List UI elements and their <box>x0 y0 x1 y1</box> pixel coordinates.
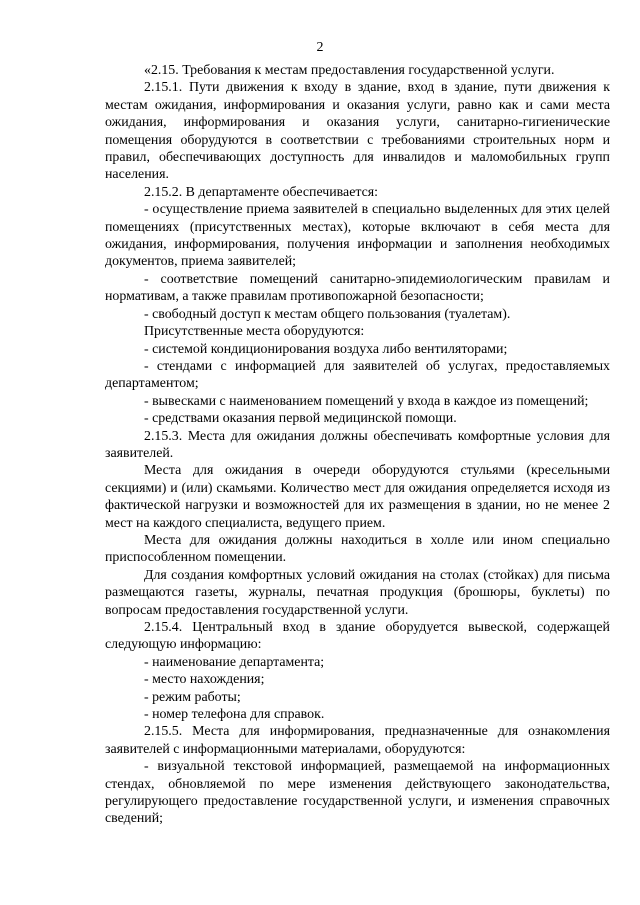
list-item-air-conditioning: - системой кондиционирования воздуха либо вентиляторами; <box>144 341 508 357</box>
list-item-info-stands: - стендами с информацией для заявителей об услугах, предоставляемых департаментом; <box>105 358 610 392</box>
paragraph-section-2-15: «2.15. Требования к местам предоставления государственной услуги. <box>144 63 555 78</box>
paragraph-waiting-comfort: Для создания комфортных условий ожидания на столах (стойках) для письма размещаются газеты, журналы, печатная продукция (брошюры, буклеты) по вопросам предоставления государственной услуги. <box>105 567 610 618</box>
list-item-department-name: - наименование департамента; <box>144 654 325 670</box>
list-item-reception-premises: - осуществление приема заявителей в специально выделенных для этих целей помещениях (присутственных местах), которые включают в себя места для ожидания, информирования, получения информации и заполнения необходимых документов, приема заявителей; <box>105 202 610 270</box>
list-item-signage: - вывесками с наименованием помещений у входа в каждое из помещений; <box>144 393 589 409</box>
list-item-phone-number: - номер телефона для справок. <box>144 707 325 723</box>
page-number: 2 <box>316 40 324 55</box>
list-item-free-access: - свободный доступ к местам общего пользования (туалетам). <box>144 306 511 322</box>
list-item-sanitary-compliance: - соответствие помещений санитарно-эпидемиологическим правилам и нормативам, а также правилам противопожарной безопасности; <box>105 271 610 305</box>
paragraph-premises-equipment: Присутственные места оборудуются: <box>144 324 365 340</box>
list-item-visual-text-info: - визуальной текстовой информацией, размещаемой на информационных стендах, обновляемой по мере изменения действующего законодательства, регулирующего предоставление государственной услуги, и изменения справочных сведений; <box>105 759 610 827</box>
paragraph-2-15-1: 2.15.1. Пути движения к входу в здание, вход в здание, пути движения к местам ожидания, информирования и оказания услуги, равно как и сами места ожидания, информирования и оказания услуги, санитарно-гигиенические помещения оборудуются в соответствии с требованиями строительных норм и правил, обеспечивающих доступность для инвалидов и маломобильных групп населения. <box>105 80 610 183</box>
paragraph-2-15-5: 2.15.5. Места для информирования, предназначенные для ознакомления заявителей с информационными материалами, оборудуются: <box>105 724 610 757</box>
list-item-first-aid: - средствами оказания первой медицинской помощи. <box>144 411 457 427</box>
paragraph-waiting-location: Места для ожидания должны находиться в холле или ином специально приспособленном помещении. <box>105 532 610 566</box>
document-body <box>105 62 610 828</box>
paragraph-2-15-4: 2.15.4. Центральный вход в здание оборудуется вывеской, содержащей следующую информацию: <box>105 620 610 653</box>
paragraph-waiting-seating: Места для ожидания в очереди оборудуются стульями (кресельными секциями) и (или) скамьями. Количество мест для ожидания определяется исходя из фактической нагрузки и возможностей для их размещения в здании, но не менее 2 мест на каждого специалиста, ведущего прием. <box>105 463 610 531</box>
paragraph-2-15-2: 2.15.2. В департаменте обеспечивается: <box>144 184 379 200</box>
list-item-location: - место нахождения; <box>144 672 265 688</box>
list-item-working-hours: - режим работы; <box>144 689 241 705</box>
paragraph-2-15-3: 2.15.3. Места для ожидания должны обеспечивать комфортные условия для заявителей. <box>105 428 610 461</box>
